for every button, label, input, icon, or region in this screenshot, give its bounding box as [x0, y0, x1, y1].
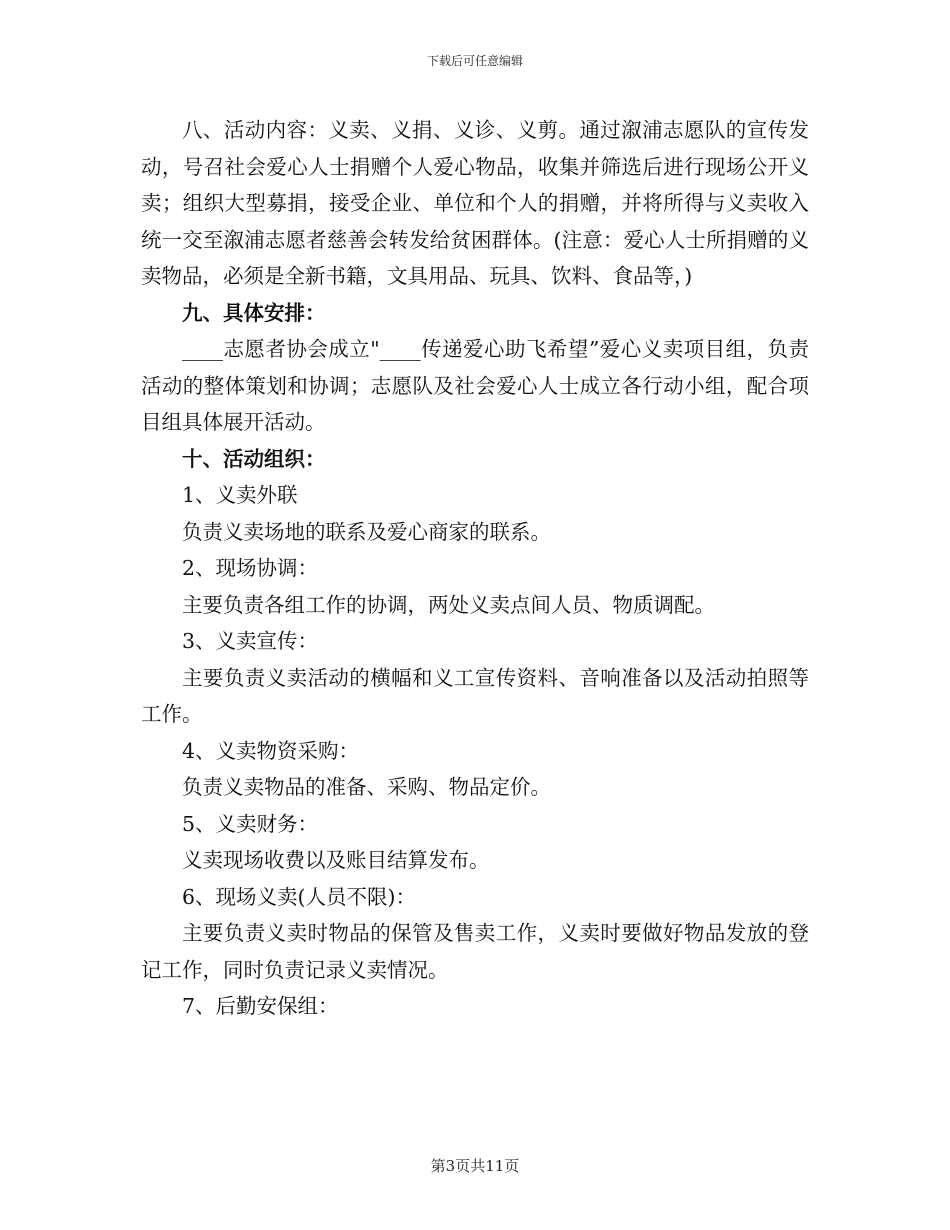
item-3-heading: 3、义卖宣传： [182, 629, 319, 653]
document-body [141, 112, 809, 1025]
item-4-body: 负责义卖物品的准备、采购、物品定价。 [182, 775, 551, 799]
section-8-activity-content: 八、活动内容：义卖、义捐、义诊、义剪。通过溆浦志愿队的宣传发动，号召社会爱心人士捐赠个人爱心物品，收集并筛选后进行现场公开义卖；组织大型募捐，接受企业、单位和个人的捐赠，并将所得与义卖收入统一交至溆浦志愿者慈善会转发给贫困群体。(注意：爱心人士所捐赠的义卖物品，必须是全新书籍，文具用品、玩具、饮料、食品等，) [141, 118, 809, 288]
section-10-heading: 十、活动组织： [182, 446, 326, 471]
item-2-heading: 2、现场协调： [182, 556, 319, 580]
item-1-body: 负责义卖场地的联系及爱心商家的联系。 [182, 519, 551, 544]
item-5-heading: 5、义卖财务： [182, 811, 319, 836]
item-6-body: 主要负责义卖时物品的保管及售卖工作，义卖时要做好物品发放的登记工作，同时负责记录义卖情况。 [141, 921, 809, 982]
item-4-heading: 4、义卖物资采购： [182, 738, 360, 763]
item-2-body: 主要负责各组工作的协调，两处义卖点间人员、物质调配。 [182, 592, 715, 617]
section-9-heading: 九、具体安排： [182, 300, 326, 325]
item-6-heading: 6、现场义卖(人员不限)： [182, 884, 417, 909]
page-header: 下载后可任意编辑 [426, 54, 523, 68]
section-9-body: ____志愿者协会成立"____传递爱心助飞希望”爱心义卖项目组，负责活动的整体策划和协调；志愿队及社会爱心人士成立各行动小组，配合项目组具体展开活动。 [141, 337, 809, 434]
item-1-heading: 1、义卖外联 [182, 483, 298, 507]
item-7-heading: 7、后勤安保组： [182, 994, 339, 1018]
page-footer: 第3页共11页 [430, 1157, 520, 1175]
item-5-body: 义卖现场收费以及账目结算发布。 [182, 848, 490, 872]
item-3-body: 主要负责义卖活动的横幅和义工宣传资料、音响准备以及活动拍照等工作。 [141, 665, 809, 726]
